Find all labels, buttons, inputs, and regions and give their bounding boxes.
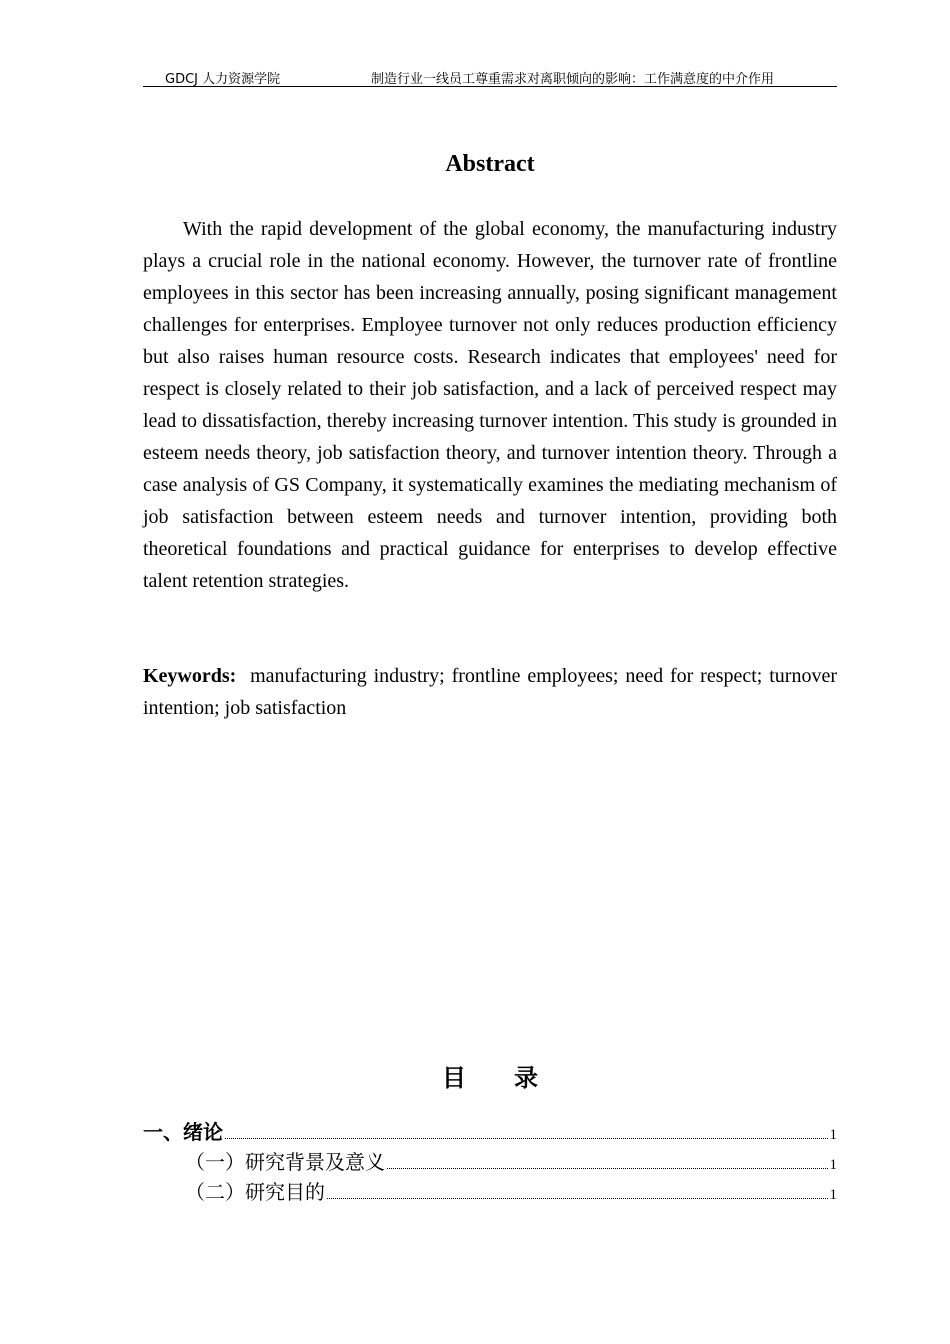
abstract-title: Abstract — [445, 151, 535, 177]
keywords-label: Keywords: — [143, 665, 237, 687]
keywords — [143, 660, 837, 724]
page-header — [143, 66, 837, 87]
toc-entry-background[interactable] — [143, 1147, 837, 1177]
header-thesis-title: 制造行业一线员工尊重需求对离职倾向的影响：工作满意度的中介作用 — [371, 72, 775, 87]
toc-entry-introduction[interactable] — [143, 1117, 837, 1147]
toc-leader-dots — [387, 1168, 828, 1169]
abstract-body: With the rapid development of the global economy, the manufacturing industry plays a crucial role in the national economy. However, the turnover rate of frontline employees in this sector has been increasing annually, posing significant management challenges for enterprises. Employee turnover not only reduces production efficiency but also raises human resource costs. Research indicates that employees' need for respect is closely related to their job satisfaction, and a lack of perceived respect may lead to dissatisfaction, thereby increasing turnover intention. This study is grounded in esteem needs theory, job satisfaction theory, and turnover intention theory. Through a case analysis of GS Company, it systematically examines the mediating mechanism of job satisfaction between esteem needs and turnover intention, providing both theoretical foundations and practical guidance for enterprises to develop effective talent retention strategies. — [143, 218, 837, 592]
toc-page-number: 1 — [829, 1187, 837, 1203]
toc-entry-objectives[interactable] — [143, 1177, 837, 1207]
toc-entry-label: （一）研究背景及意义 — [185, 1150, 385, 1174]
toc-page-number: 1 — [829, 1157, 837, 1173]
toc-page-number: 1 — [829, 1127, 837, 1143]
keywords-text: manufacturing industry; frontline employees; need for respect; turnover intention; job satisfaction — [143, 665, 838, 719]
toc-leader-dots — [327, 1198, 828, 1199]
toc-leader-dots — [225, 1138, 828, 1139]
table-of-contents — [143, 1117, 837, 1207]
toc-title: 目录 — [442, 1064, 586, 1092]
toc-entry-label: （二）研究目的 — [185, 1180, 325, 1204]
toc-entry-label: 一、绪论 — [143, 1120, 223, 1144]
header-institution: GDCJ 人力资源学院 — [165, 72, 281, 87]
